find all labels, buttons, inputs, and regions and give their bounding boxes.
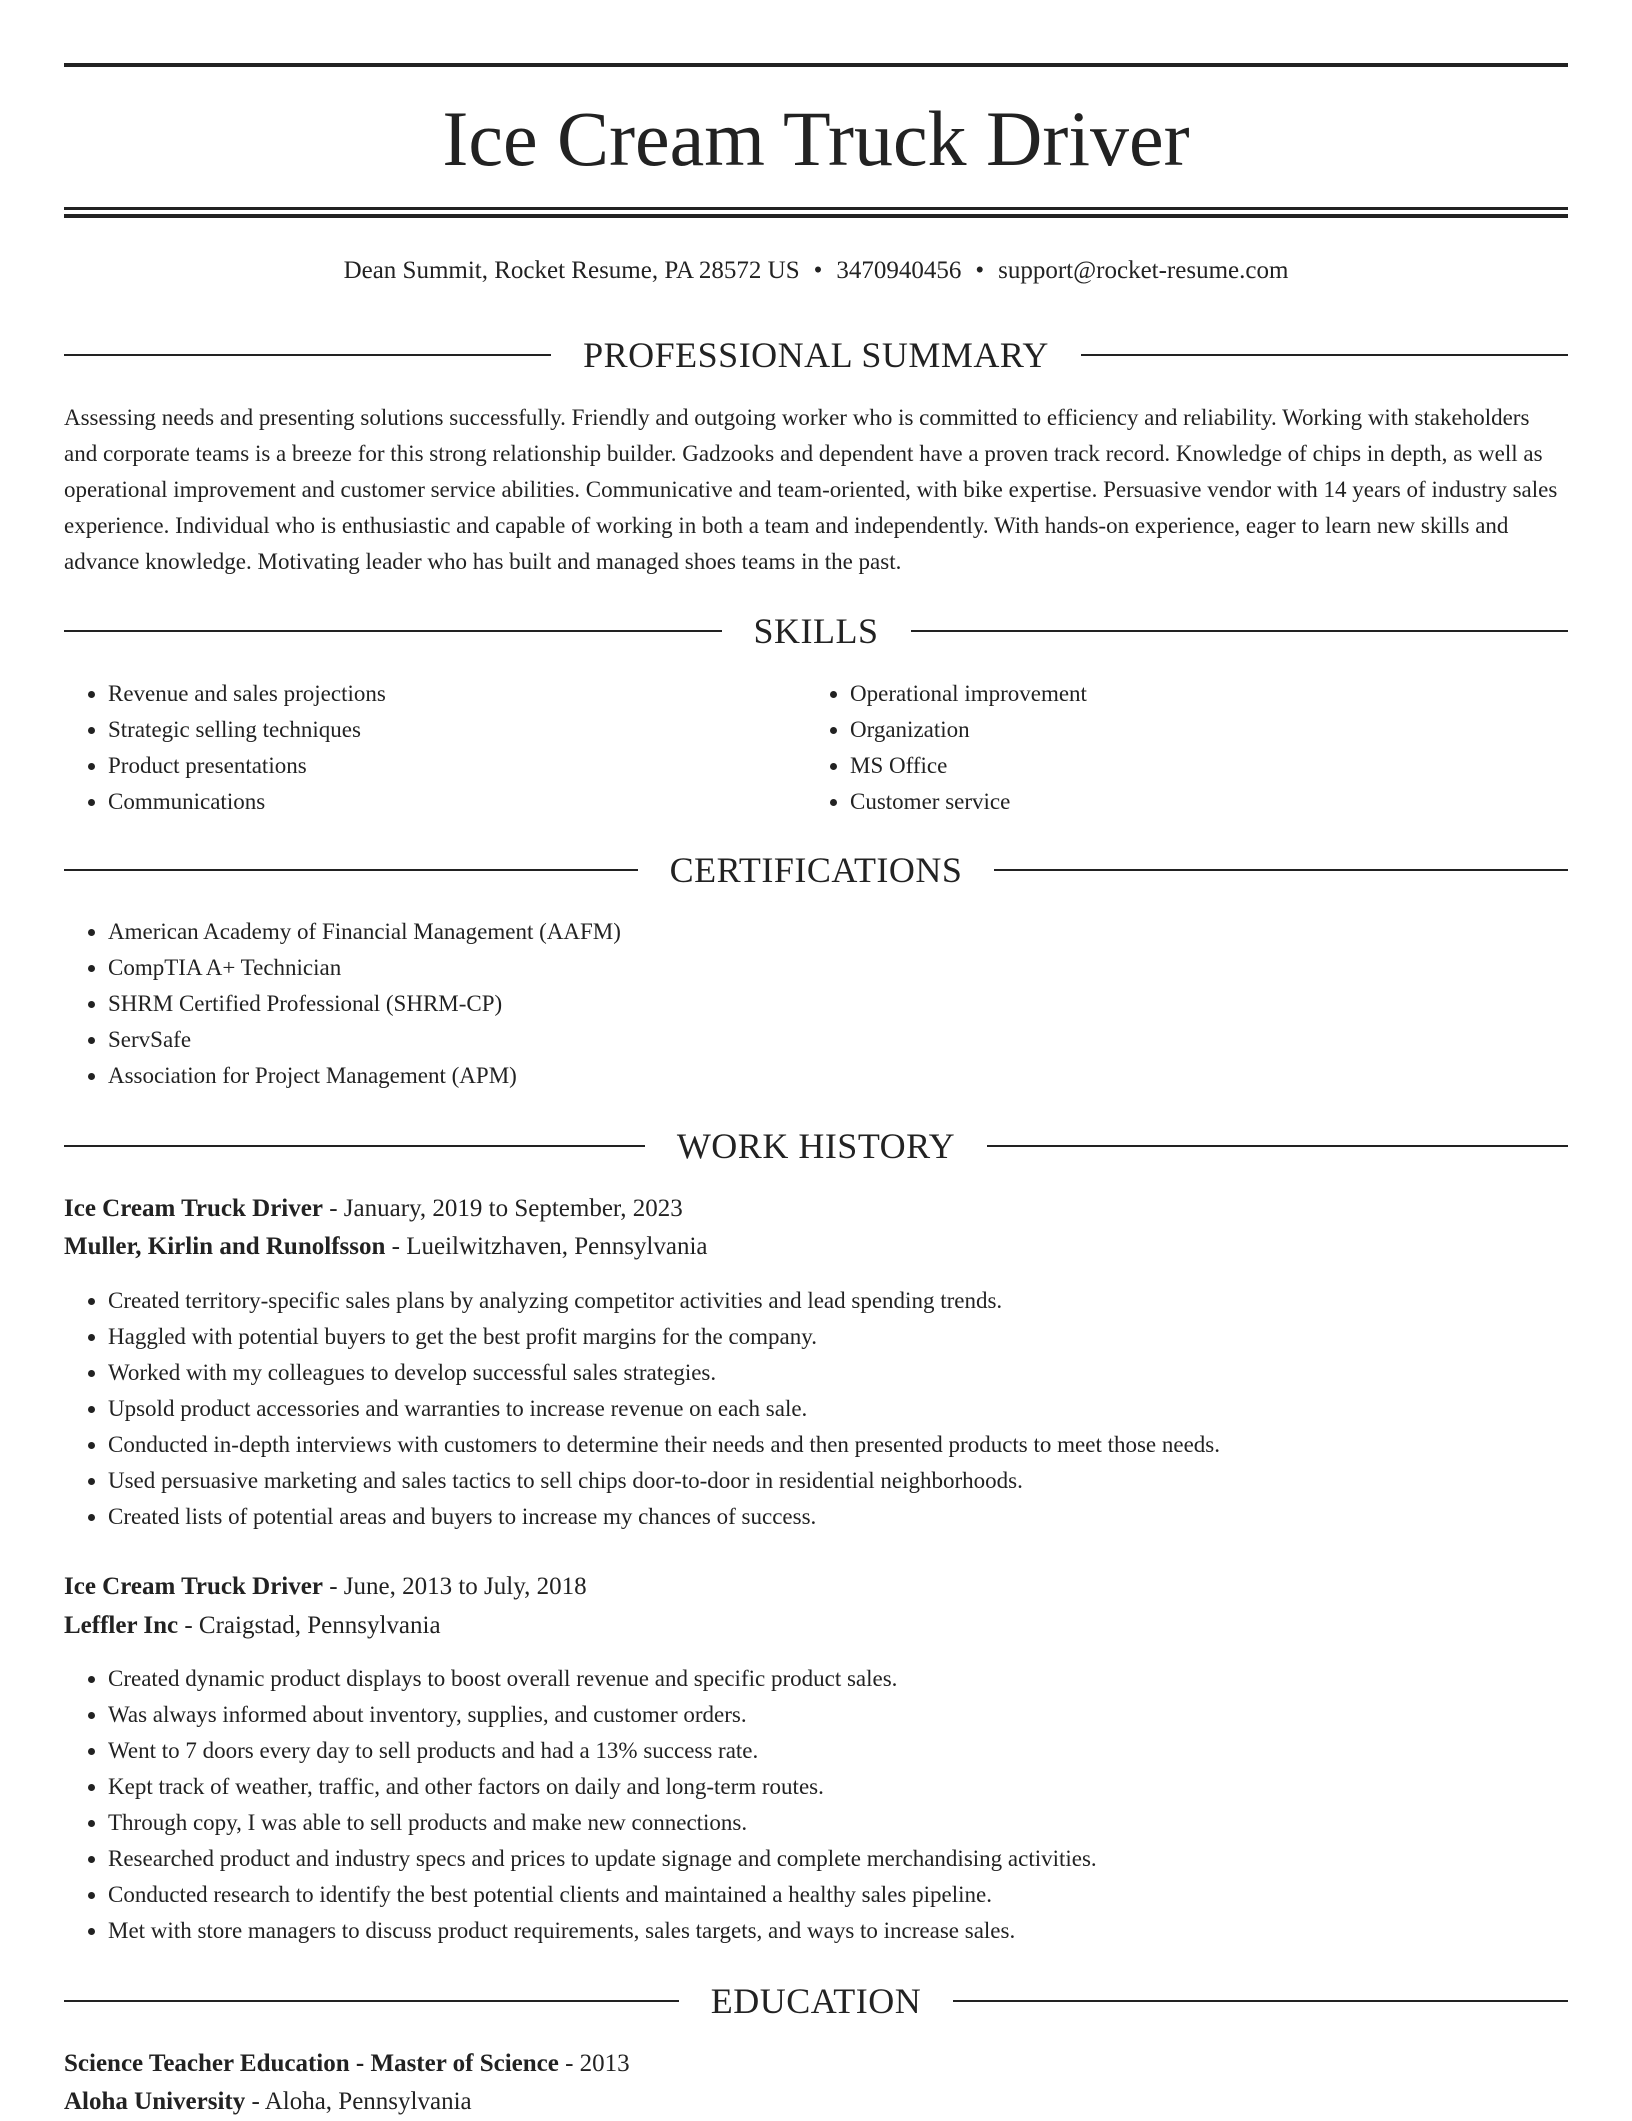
job-dates: June, 2013 to July, 2018 bbox=[343, 1573, 587, 1600]
skill-item: • Operational improvement bbox=[850, 676, 1548, 712]
double-rule bbox=[64, 207, 1568, 218]
job-title-line: Ice Cream Truck Driver - June, 2013 to July, 2018 bbox=[64, 1573, 587, 1600]
skill-item: • Communications bbox=[108, 784, 806, 820]
job-bullet: • Researched product and industry specs and prices to update signage and complete merchandising activities. bbox=[108, 1841, 1568, 1877]
skill-item: • Product presentations bbox=[108, 748, 806, 784]
section-rule bbox=[64, 354, 551, 356]
section-header-summary bbox=[64, 333, 1568, 377]
certification-item: • American Academy of Financial Management (AAFM) bbox=[108, 914, 1568, 950]
section-rule bbox=[1081, 354, 1568, 356]
section-rule bbox=[64, 1145, 645, 1147]
education-location: Aloha, Pennsylvania bbox=[264, 2088, 472, 2115]
section-title: PROFESSIONAL SUMMARY bbox=[583, 335, 1049, 375]
job-bullet: • Worked with my colleagues to develop successful sales strategies. bbox=[108, 1355, 1568, 1391]
job-bullet: • Through copy, I was able to sell products and make new connections. bbox=[108, 1805, 1568, 1841]
certification-item: • Association for Project Management (APM) bbox=[108, 1058, 1568, 1094]
education-degree-line: Science Teacher Education - Master of Science - 2013 bbox=[64, 2050, 630, 2077]
contact-email: support@rocket-resume.com bbox=[998, 257, 1289, 284]
section-title: SKILLS bbox=[753, 611, 879, 651]
contact-separator: • bbox=[813, 257, 823, 284]
skill-item: • Customer service bbox=[850, 784, 1548, 820]
top-rule bbox=[64, 63, 1568, 67]
section-rule bbox=[953, 2000, 1568, 2002]
skills-column-right bbox=[806, 676, 1548, 820]
job-bullet: • Conducted in-depth interviews with customers to determine their needs and then presented products to meet those needs. bbox=[108, 1427, 1568, 1463]
section-rule bbox=[994, 869, 1568, 871]
job-title: Ice Cream Truck Driver bbox=[64, 1195, 323, 1222]
section-rule bbox=[64, 630, 722, 632]
skills-list bbox=[64, 676, 1568, 820]
job-company-line: Leffler Inc - Craigstad, Pennsylvania bbox=[64, 1612, 441, 1639]
section-title: EDUCATION bbox=[710, 1981, 922, 2021]
skills-column-left bbox=[64, 676, 806, 820]
resume-name: Ice Cream Truck Driver bbox=[442, 95, 1190, 182]
job-company-line: Muller, Kirlin and Runolfsson - Lueilwitzhaven, Pennsylvania bbox=[64, 1233, 708, 1260]
certification-item: • ServSafe bbox=[108, 1022, 1568, 1058]
section-rule bbox=[64, 869, 638, 871]
section-header-education bbox=[64, 1979, 1568, 2023]
education-school: Aloha University bbox=[64, 2088, 246, 2115]
job-dates: January, 2019 to September, 2023 bbox=[343, 1195, 683, 1222]
skill-item: • Revenue and sales projections bbox=[108, 676, 806, 712]
education-year: 2013 bbox=[579, 2050, 630, 2077]
section-rule bbox=[987, 1145, 1568, 1147]
job-bullet: • Haggled with potential buyers to get the best profit margins for the company. bbox=[108, 1319, 1568, 1355]
section-title: WORK HISTORY bbox=[676, 1126, 956, 1166]
job-bullet: • Met with store managers to discuss product requirements, sales targets, and ways to increase sales. bbox=[108, 1913, 1568, 1949]
section-header-work-history bbox=[64, 1124, 1568, 1168]
job-bullet: • Used persuasive marketing and sales tactics to sell chips door-to-door in residential neighborhoods. bbox=[108, 1463, 1568, 1499]
skill-item: • Strategic selling techniques bbox=[108, 712, 806, 748]
job-bullet: • Created dynamic product displays to boost overall revenue and specific product sales. bbox=[108, 1661, 1568, 1697]
contact-address: Dean Summit, Rocket Resume, PA 28572 US bbox=[343, 257, 800, 284]
job-company: Leffler Inc bbox=[64, 1612, 179, 1639]
job-location: Craigstad, Pennsylvania bbox=[198, 1612, 441, 1639]
section-rule bbox=[911, 630, 1569, 632]
job-bullet: • Was always informed about inventory, supplies, and customer orders. bbox=[108, 1697, 1568, 1733]
skill-item: • MS Office bbox=[850, 748, 1548, 784]
job-company: Muller, Kirlin and Runolfsson bbox=[64, 1233, 386, 1260]
certification-item: • SHRM Certified Professional (SHRM-CP) bbox=[108, 986, 1568, 1022]
job-bullets bbox=[64, 1283, 1568, 1535]
section-title: CERTIFICATIONS bbox=[669, 850, 963, 890]
job-bullet: • Went to 7 doors every day to sell products and had a 13% success rate. bbox=[108, 1733, 1568, 1769]
job-bullet: • Kept track of weather, traffic, and other factors on daily and long-term routes. bbox=[108, 1769, 1568, 1805]
section-header-skills bbox=[64, 609, 1568, 653]
job-bullet: • Upsold product accessories and warranties to increase revenue on each sale. bbox=[108, 1391, 1568, 1427]
skill-item: • Organization bbox=[850, 712, 1548, 748]
job-bullet: • Conducted research to identify the best potential clients and maintained a healthy sales pipeline. bbox=[108, 1877, 1568, 1913]
job-title: Ice Cream Truck Driver bbox=[64, 1573, 323, 1600]
job-bullet: • Created territory-specific sales plans by analyzing competitor activities and lead spending trends. bbox=[108, 1283, 1568, 1319]
education-school-line: Aloha University - Aloha, Pennsylvania bbox=[64, 2088, 472, 2115]
education-degree: Science Teacher Education - Master of Science bbox=[64, 2050, 559, 2077]
section-header-certifications bbox=[64, 848, 1568, 892]
job-title-line: Ice Cream Truck Driver - January, 2019 to September, 2023 bbox=[64, 1195, 683, 1222]
contact-phone: 3470940456 bbox=[836, 257, 962, 284]
job-bullet: • Created lists of potential areas and buyers to increase my chances of success. bbox=[108, 1499, 1568, 1535]
certification-item: • CompTIA A+ Technician bbox=[108, 950, 1568, 986]
certifications-list bbox=[64, 914, 1568, 1094]
job-location: Lueilwitzhaven, Pennsylvania bbox=[406, 1233, 708, 1260]
section-rule bbox=[64, 2000, 679, 2002]
job-bullets bbox=[64, 1661, 1568, 1949]
contact-line bbox=[64, 254, 1568, 288]
summary-text: Assessing needs and presenting solutions successfully. Friendly and outgoing worker who is committed to efficiency and reliability. Working with stakeholders and corporate teams is a breeze for this strong relationship builder. Gadzooks and dependent have a proven track record. Knowledge of chips in depth, as well as operational improvement and customer service abilities. Communicative and team-oriented, with bike expertise. Persuasive vendor with 14 years of industry sales experience. Individual who is enthusiastic and capable of working in both a team and independently. With hands-on experience, eager to learn new skills and advance knowledge. Motivating leader who has built and managed shoes teams in the past. bbox=[64, 405, 1558, 574]
contact-separator: • bbox=[975, 257, 985, 284]
